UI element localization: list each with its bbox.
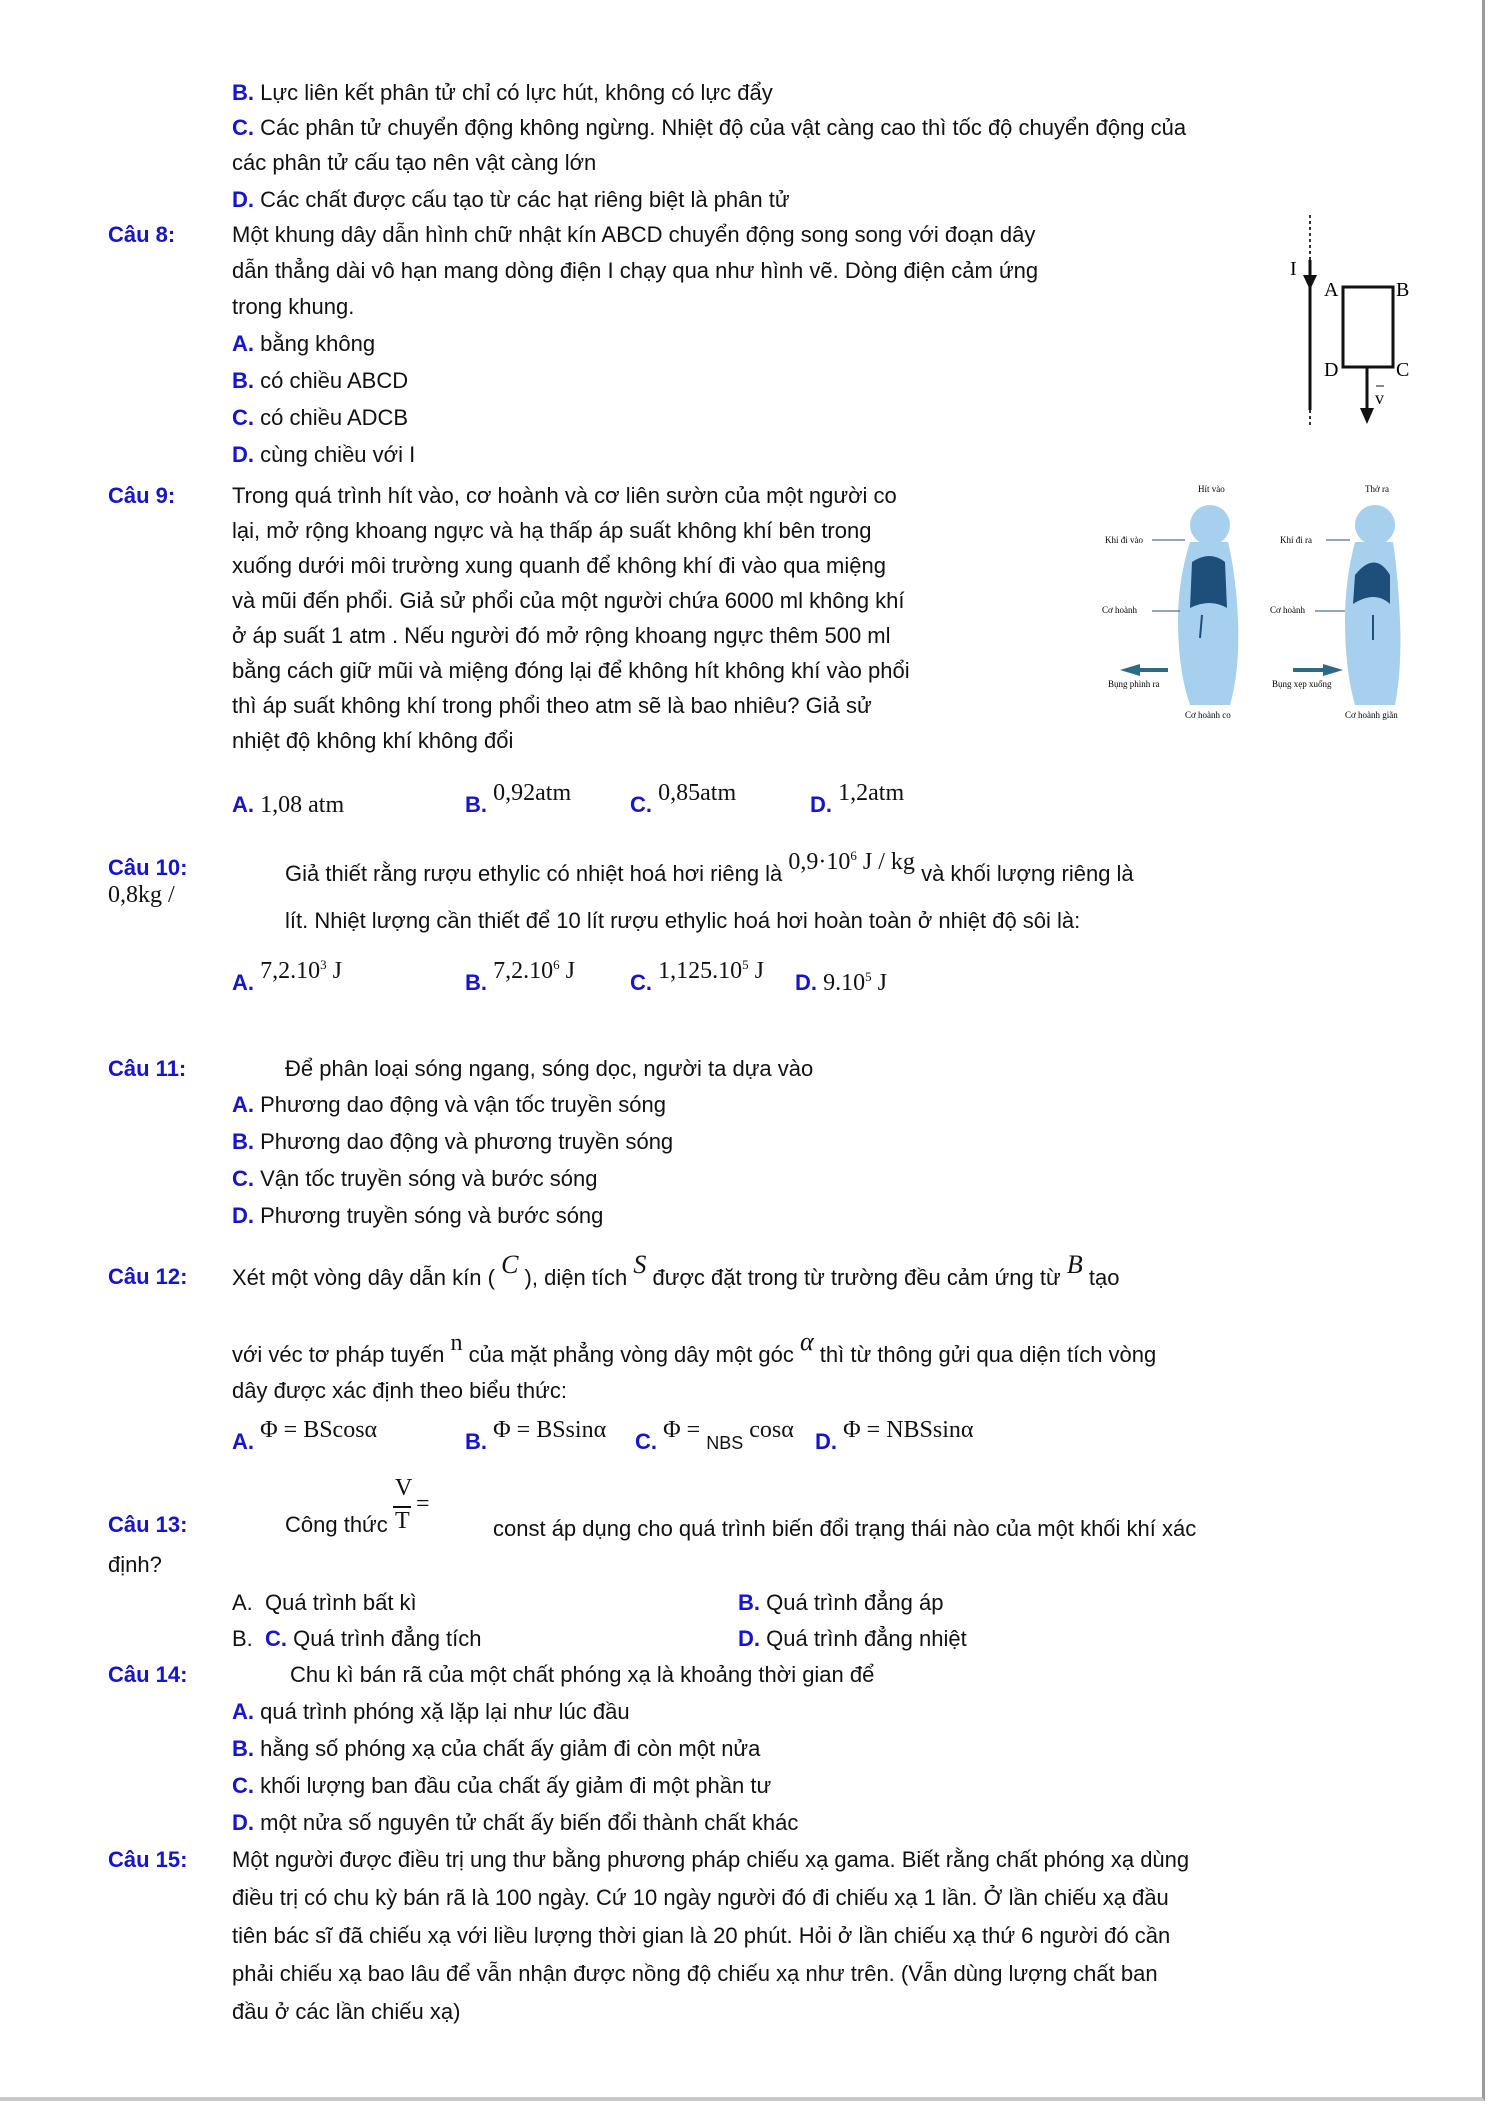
option-label: A.	[232, 1429, 254, 1454]
option-text: khối lượng ban đầu của chất ấy giảm đi một phần tư	[260, 1773, 772, 1798]
option-label: B.	[232, 368, 254, 393]
q10-text-line: lít. Nhiệt lượng cần thiết để 10 lít rượu ethylic hoá hơi hoàn toàn ở nhiệt độ sôi là:	[285, 908, 1081, 933]
q10-option-c	[630, 957, 764, 998]
option-text: có chiều ADCB	[260, 405, 409, 430]
belly-out-arrow-shaft	[1140, 668, 1168, 672]
option-text: Quá trình đẳng tích	[293, 1626, 482, 1651]
q14-option-a	[232, 1697, 630, 1727]
q9-text-line: bằng cách giữ mũi và miệng đóng lại để không hít không khí vào phổi	[232, 658, 910, 683]
question-number: Câu 11:	[108, 1056, 187, 1081]
option-label: D.	[815, 1429, 837, 1454]
option-label: C.	[232, 405, 254, 430]
option-text: 7,2.10$^3$ J	[260, 957, 342, 984]
current-label: I	[1290, 258, 1297, 280]
option-text: một nửa số nguyên tử chất ấy biến đổi thành chất khác	[260, 1810, 799, 1835]
option-text: Các phân tử chuyển động không ngừng. Nhiệt độ của vật càng cao thì tốc độ chuyển động của	[260, 115, 1187, 140]
q10-text: và khối lượng riêng là	[921, 861, 1134, 886]
option-text: hằng số phóng xạ của chất ấy giảm đi còn một nửa	[260, 1736, 761, 1761]
q10-text-line	[285, 848, 1134, 889]
option-text: Quá trình đẳng nhiệt	[766, 1626, 967, 1651]
option-text: 7,2.10$^6$ J	[493, 957, 575, 984]
q8-option-b	[232, 366, 408, 396]
diaphragm-label-left: Cơ hoành	[1102, 605, 1138, 615]
q7-option-b	[232, 78, 773, 108]
q12-option-c	[635, 1417, 794, 1458]
q12-option-d	[815, 1417, 974, 1457]
formula-unit: J / kg	[856, 849, 915, 875]
q14-option-b	[232, 1734, 760, 1764]
belly-in-arrow-shaft	[1293, 668, 1323, 672]
option-label: D.	[738, 1626, 760, 1651]
q9-text-line: Trong quá trình hít vào, cơ hoành và cơ liên sườn của một người co	[232, 483, 897, 508]
option-text-nbs: NBS	[706, 1433, 744, 1453]
option-label: D.	[232, 1810, 254, 1835]
q13-text-line: const áp dụng cho quá trình biến đổi trạng thái nào của một khối khí xác	[493, 1516, 1197, 1541]
q13-option-d	[738, 1624, 967, 1654]
q14-option-c	[232, 1771, 771, 1801]
symbol-alpha: α	[800, 1327, 814, 1356]
q15-text-line: điều trị có chu kỳ bán rã là 100 ngày. Cứ 10 ngày người đó đi chiếu xạ 1 lần. Ở lần chiếu xạ đầu	[232, 1885, 1169, 1910]
option-label: B.	[465, 970, 487, 995]
option-text: Vận tốc truyền sóng và bước sóng	[260, 1166, 598, 1191]
option-label: D.	[810, 792, 832, 817]
option-label: A.	[232, 792, 254, 817]
option-label: D.	[232, 1203, 254, 1228]
q8-text-line: Một khung dây dẫn hình chữ nhật kín ABCD chuyển động song song với đoạn dây	[232, 222, 1036, 247]
q9-text-line: lại, mở rộng khoang ngực và hạ thấp áp suất không khí bên trong	[232, 518, 872, 543]
option-text: Phương dao động và vận tốc truyền sóng	[260, 1092, 666, 1117]
q13-option-a	[232, 1588, 417, 1618]
wire-frame-figure	[1260, 210, 1460, 430]
option-label: B.	[232, 1626, 253, 1651]
q10-option-d	[795, 962, 887, 998]
air-out-label: Khí đi ra	[1280, 535, 1312, 545]
option-label: B.	[738, 1590, 760, 1615]
question-number: Câu 14:	[108, 1662, 188, 1687]
option-label: D.	[232, 187, 254, 212]
symbol-s: S	[633, 1250, 647, 1279]
q11-option-c	[232, 1164, 597, 1194]
q12-text: của mặt phẳng vòng dây một góc	[468, 1342, 794, 1367]
q9-text-line: nhiệt độ không khí không đổi	[232, 728, 514, 753]
breathing-figure	[1090, 480, 1490, 720]
option-label: C.	[635, 1429, 657, 1454]
q11-option-d	[232, 1201, 603, 1231]
question-number: Câu 8:	[108, 222, 176, 247]
q7-option-c-cont: các phân tử cấu tạo nên vật càng lớn	[232, 150, 597, 175]
formula-base: 0,9·10	[788, 849, 851, 875]
vertex-b: B	[1396, 279, 1410, 301]
option-label: B.	[232, 80, 254, 105]
diaphragm-contract-label: Cơ hoành co	[1185, 710, 1231, 720]
q8-option-a	[232, 329, 375, 359]
q9-option-c	[630, 780, 737, 820]
option-label: B.	[232, 1736, 254, 1761]
option-label: A.	[232, 970, 254, 995]
vertex-a: A	[1324, 279, 1339, 301]
option-text: 0,85atm	[658, 780, 737, 806]
formula-exp: 6	[850, 848, 857, 863]
question-number: Câu 15:	[108, 1847, 188, 1872]
option-label: C.	[232, 1166, 254, 1191]
fraction-numerator: V	[395, 1475, 413, 1501]
option-text: bằng không	[260, 331, 376, 356]
inhale-title: Hít vào	[1198, 484, 1225, 494]
q15-text-line: tiên bác sĩ đã chiếu xạ với liều lượng thời gian là 20 phút. Hỏi ở lần chiếu xạ thứ 6 người đó cần	[232, 1923, 1171, 1948]
option-label: C.	[630, 970, 652, 995]
q8-option-c	[232, 403, 408, 433]
velocity-arrow-icon	[1360, 408, 1374, 424]
q11-option-b	[232, 1127, 673, 1157]
air-in-label: Khí đi vào	[1105, 535, 1143, 545]
q13-text-line: định?	[108, 1552, 162, 1577]
option-label-2: C.	[265, 1626, 288, 1651]
q12-text-line: dây được xác định theo biểu thức:	[232, 1378, 567, 1403]
q9-option-d	[810, 780, 905, 820]
question-number: Câu 13:	[108, 1512, 188, 1537]
option-text: Φ = NBSsinα	[843, 1417, 974, 1443]
q8-text-line: dẫn thẳng dài vô hạn mang dòng điện I chạy qua như hình vẽ. Dòng điện cảm ứng	[232, 258, 1039, 283]
inhale-body	[1178, 505, 1238, 705]
option-label: C.	[630, 792, 652, 817]
option-text: 1,125.10$^5$ J	[658, 957, 764, 984]
diaphragm-label-right: Cơ hoành	[1270, 605, 1306, 615]
option-label: B.	[465, 1429, 487, 1454]
option-text: cùng chiều với I	[260, 442, 416, 467]
q10-text: Giả thiết rằng rượu ethylic có nhiệt hoá hơi riêng là	[285, 861, 783, 886]
q12-text-line	[232, 1327, 1157, 1370]
option-text: 0,92atm	[493, 780, 572, 806]
option-text: Φ =	[663, 1417, 707, 1443]
q9-text-line: xuống dưới môi trường xung quanh để không khí đi vào qua miệng	[232, 553, 886, 578]
q12-text: được đặt trong từ trường đều cảm ứng từ	[652, 1265, 1061, 1290]
q12-option-b	[465, 1417, 607, 1457]
q10-option-a	[232, 957, 342, 998]
option-label: B.	[232, 1129, 254, 1154]
q8-option-d	[232, 440, 415, 470]
belly-in-label: Bụng xẹp xuống	[1272, 679, 1332, 689]
question-number: Câu 10:	[108, 855, 188, 880]
fraction-denominator: T	[395, 1508, 410, 1534]
option-label: D.	[795, 970, 817, 995]
q7-option-d	[232, 185, 790, 215]
q12-text: thì từ thông gửi qua diện tích vòng	[819, 1342, 1157, 1367]
frame-abcd	[1343, 287, 1393, 367]
q12-text: với véc tơ pháp tuyến	[232, 1342, 445, 1367]
q11-text-line: Để phân loại sóng ngang, sóng dọc, người ta dựa vào	[285, 1056, 814, 1081]
current-arrow-icon	[1303, 275, 1317, 290]
velocity-label: v	[1375, 388, 1384, 408]
option-text: 1,08 atm	[260, 792, 345, 818]
density-value: 0,8kg /	[108, 882, 175, 908]
vertex-c: C	[1396, 359, 1410, 381]
q7-option-c	[232, 113, 1186, 143]
option-text: có chiều ABCD	[260, 368, 409, 393]
q12-text: Xét một vòng dây dẫn kín (	[232, 1265, 495, 1290]
vertex-d: D	[1324, 359, 1339, 381]
option-text: Lực liên kết phân tử chỉ có lực hút, không có lực đẩy	[260, 80, 773, 105]
exhale-body	[1345, 505, 1400, 705]
diaphragm-relax-label: Cơ hoành giãn	[1345, 710, 1398, 720]
q9-text-line: thì áp suất không khí trong phổi theo atm sẽ là bao nhiêu? Giả sử	[232, 693, 872, 718]
q9-text-line: ở áp suất 1 atm . Nếu người đó mở rộng khoang ngực thêm 500 ml	[232, 623, 891, 648]
option-text: 9.10$^5$ J	[823, 969, 887, 996]
option-label: D.	[232, 442, 254, 467]
option-text: Quá trình đẳng áp	[766, 1590, 944, 1615]
q15-text-line: phải chiếu xạ bao lâu để vẫn nhận được nồng độ chiếu xạ như trên. (Vẫn dùng lượng chất ban	[232, 1961, 1158, 1986]
belly-in-arrow-icon	[1323, 664, 1343, 676]
symbol-b-vector: B	[1066, 1250, 1083, 1279]
option-text: Các chất được cấu tạo từ các hạt riêng biệt là phân tử	[260, 187, 790, 212]
option-text: Φ = BScosα	[260, 1417, 378, 1443]
option-label: A.	[232, 1590, 253, 1615]
heat-formula	[788, 849, 915, 875]
symbol-c: C	[501, 1250, 519, 1279]
question-number: Câu 9:	[108, 483, 176, 508]
question-number: Câu 12:	[108, 1264, 188, 1289]
q12-text: tạo	[1088, 1265, 1120, 1290]
option-label: A.	[232, 1092, 254, 1117]
option-text: quá trình phóng xặ lặp lại như lúc đầu	[260, 1699, 630, 1724]
option-text: Phương truyền sóng và bước sóng	[260, 1203, 604, 1228]
q15-text-line: đầu ở các lần chiếu xạ)	[232, 1999, 461, 2024]
option-label: A.	[232, 1699, 254, 1724]
q8-text-line: trong khung.	[232, 294, 355, 319]
q9-option-a	[232, 790, 344, 820]
option-label: A.	[232, 331, 254, 356]
option-label: C.	[232, 1773, 254, 1798]
lung-inhale	[1190, 556, 1227, 608]
option-text: Φ = BSsinα	[493, 1417, 607, 1443]
q14-text-line: Chu kì bán rã của một chất phóng xạ là khoảng thời gian để	[290, 1662, 875, 1687]
q14-option-d	[232, 1808, 798, 1838]
q13-option-c	[232, 1624, 482, 1654]
option-label: C.	[232, 115, 254, 140]
q12-text-line	[232, 1250, 1120, 1293]
belly-out-label: Bụng phình ra	[1108, 679, 1160, 689]
symbol-n-vector: n	[450, 1330, 463, 1356]
q13-text-prefix: Công thức	[285, 1512, 388, 1537]
q12-text: ), diện tích	[524, 1265, 628, 1290]
fraction-equals: =	[416, 1491, 430, 1517]
option-text-tail: cosα	[743, 1417, 794, 1443]
q15-text-line: Một người được điều trị ung thư bằng phương pháp chiếu xạ gama. Biết rằng chất phóng xạ dùng	[232, 1847, 1190, 1872]
q9-option-b	[465, 780, 572, 820]
belly-out-arrow-icon	[1120, 664, 1140, 676]
q11-option-a	[232, 1090, 666, 1120]
option-label: B.	[465, 792, 487, 817]
option-text: Phương dao động và phương truyền sóng	[260, 1129, 674, 1154]
q12-option-a	[232, 1417, 378, 1457]
option-text: 1,2atm	[838, 780, 905, 806]
q9-text-line: và mũi đến phổi. Giả sử phổi của một người chứa 6000 ml không khí	[232, 588, 905, 613]
option-text: Quá trình bất kì	[265, 1590, 417, 1615]
q13-option-b	[738, 1588, 943, 1618]
q10-option-b	[465, 957, 575, 998]
exhale-title: Thở ra	[1365, 484, 1389, 494]
